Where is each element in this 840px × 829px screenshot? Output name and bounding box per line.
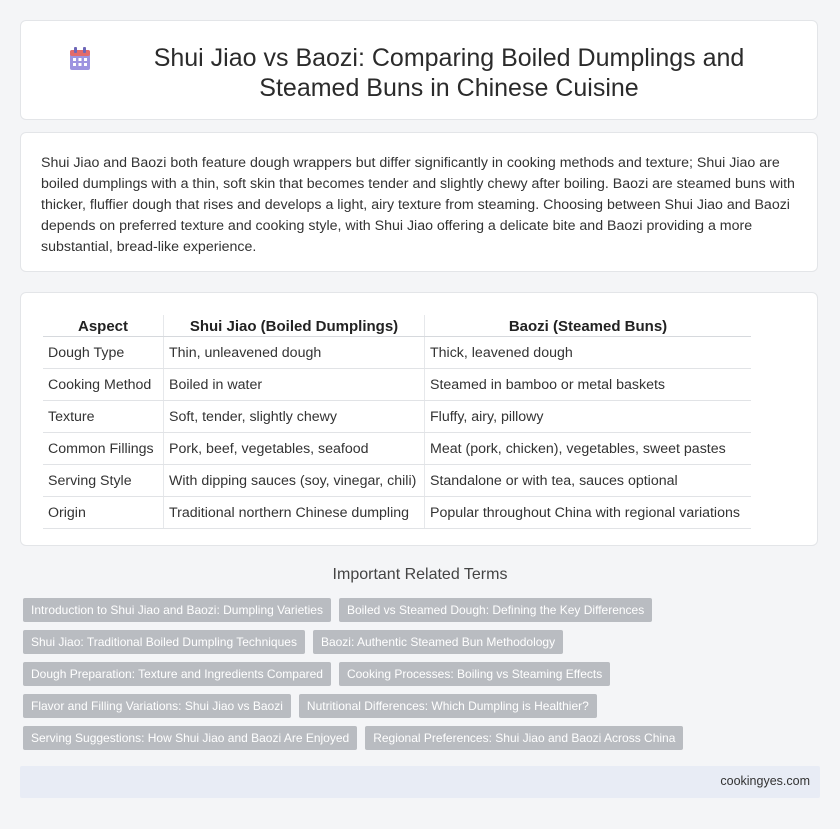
table-cell: Dough Type [43, 337, 164, 369]
comparison-table [43, 315, 751, 529]
related-term-link[interactable]: Shui Jiao: Traditional Boiled Dumpling Techniques [23, 630, 305, 654]
table-cell: Thick, leavened dough [425, 337, 752, 369]
related-term-link[interactable]: Dough Preparation: Texture and Ingredients Compared [23, 662, 331, 686]
table-cell: Fluffy, airy, pillowy [425, 401, 752, 433]
table-cell: With dipping sauces (soy, vinegar, chili) [164, 465, 425, 497]
table-cell: Steamed in bamboo or metal baskets [425, 369, 752, 401]
page-title: Shui Jiao vs Baozi: Comparing Boiled Dumplings and Steamed Buns in Chinese Cuisine [153, 44, 745, 102]
table-cell: Traditional northern Chinese dumpling [164, 497, 425, 529]
table-row [43, 497, 751, 529]
intro-paragraph: Shui Jiao and Baozi both feature dough wrappers but differ significantly in cooking methods and texture; Shui Jiao are boiled dumplings with a thin, soft skin that becomes tender and slightly chewy after boiling. Baozi are steamed buns with thicker, fluffier dough that rises and develops a light, airy texture from steaming. Choosing between Shui Jiao and Baozi depends on preferred texture and cooking style, with Shui Jiao offering a delicate bite and Baozi providing a more substantial, bread-like experience. [41, 155, 795, 255]
table-cell: Soft, tender, slightly chewy [164, 401, 425, 433]
comparison-card [20, 292, 818, 546]
related-term-link[interactable]: Cooking Processes: Boiling vs Steaming Effects [339, 662, 610, 686]
table-row [43, 369, 751, 401]
table-cell: Popular throughout China with regional variations [425, 497, 752, 529]
table-row [43, 401, 751, 433]
related-term-link[interactable]: Serving Suggestions: How Shui Jiao and Baozi Are Enjoyed [23, 726, 357, 750]
table-cell: Cooking Method [43, 369, 164, 401]
table-cell: Meat (pork, chicken), vegetables, sweet pastes [425, 433, 752, 465]
table-cell: Serving Style [43, 465, 164, 497]
table-cell: Pork, beef, vegetables, seafood [164, 433, 425, 465]
table-row [43, 465, 751, 497]
related-term-link[interactable]: Nutritional Differences: Which Dumpling is Healthier? [299, 694, 597, 718]
table-cell: Origin [43, 497, 164, 529]
title-card [20, 20, 818, 120]
header-shui-jiao: Shui Jiao (Boiled Dumplings) [164, 315, 425, 337]
table-row [43, 433, 751, 465]
table-cell: Standalone or with tea, sauces optional [425, 465, 752, 497]
intro-card [20, 132, 818, 272]
related-term-link[interactable]: Regional Preferences: Shui Jiao and Baozi Across China [365, 726, 683, 750]
table-cell: Boiled in water [164, 369, 425, 401]
table-cell: Texture [43, 401, 164, 433]
related-terms-list [23, 598, 823, 758]
related-term-link[interactable]: Baozi: Authentic Steamed Bun Methodology [313, 630, 563, 654]
related-term-link[interactable]: Boiled vs Steamed Dough: Defining the Key Differences [339, 598, 652, 622]
header-baozi: Baozi (Steamed Buns) [425, 315, 752, 337]
site-credit[interactable]: cookingyes.com [720, 774, 810, 788]
related-terms-heading: Important Related Terms [332, 566, 508, 583]
footer-bar [20, 766, 820, 798]
table-cell: Common Fillings [43, 433, 164, 465]
related-term-link[interactable]: Introduction to Shui Jiao and Baozi: Dumpling Varieties [23, 598, 331, 622]
header-aspect: Aspect [43, 315, 164, 337]
table-header-row [43, 315, 751, 337]
table-row [43, 337, 751, 369]
related-term-link[interactable]: Flavor and Filling Variations: Shui Jiao vs Baozi [23, 694, 291, 718]
table-cell: Thin, unleavened dough [164, 337, 425, 369]
